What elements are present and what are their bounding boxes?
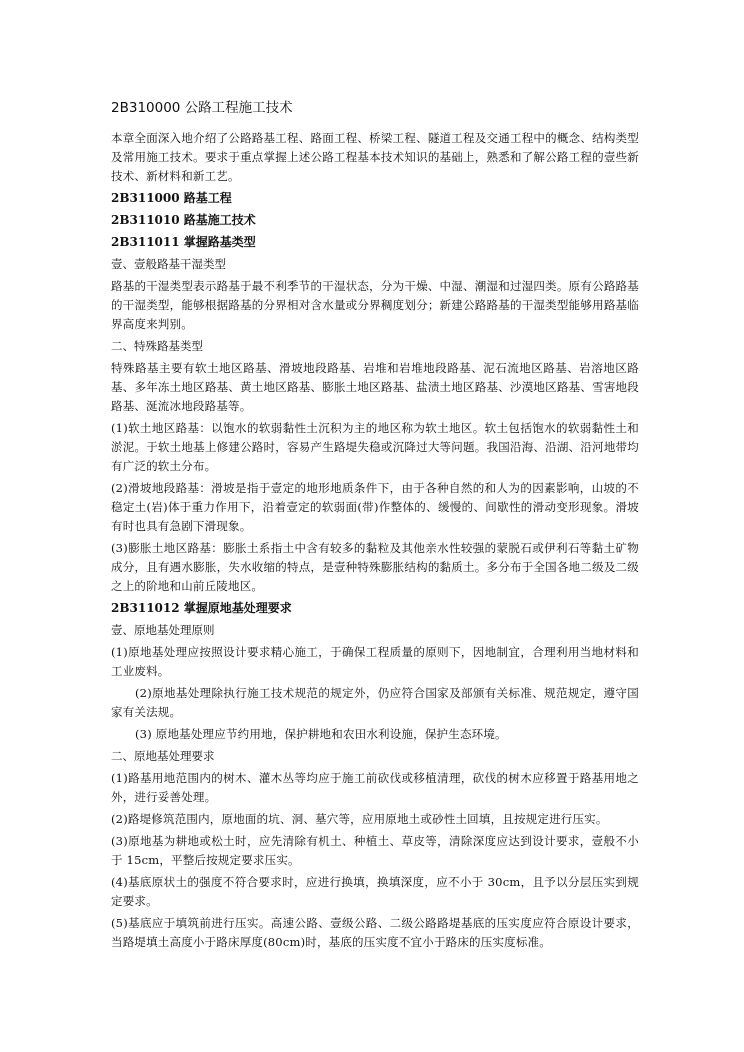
paragraph: 本章全面深入地介绍了公路路基工程、路面工程、桥梁工程、隧道工程及交通工程中的概念、结构类型及常用施工技术。要求于重点掌握上述公路工程基本技术知识的基础上，熟悉和了解公路工程的壹些新技术、新材料和新工艺。: [111, 131, 639, 183]
paragraph: 特殊路基主要有软土地区路基、滑坡地段路基、岩堆和岩堆地段路基、泥石流地区路基、岩溶地区路基、多年冻土地区路基、黄土地区路基、膨胀土地区路基、盐渍土地区路基、沙漠地区路基、雪害地段路基、涎流冰地段路基等。: [111, 361, 639, 413]
document-title: 2B310000 公路工程施工技术: [111, 100, 293, 116]
subsection-heading: 二、原地基处理要求: [111, 749, 215, 763]
section-heading: 2B311000 路基工程: [111, 191, 232, 205]
subsection-heading: 壹、壹般路基干湿类型: [111, 257, 226, 271]
paragraph: (1)原地基处理应按照设计要求精心施工，于确保工程质量的原则下，因地制宜，合理利用当地材料和工业废料。: [111, 645, 639, 678]
paragraph: (1)路基用地范围内的树木、灌木丛等均应于施工前砍伐或移植清理，砍伐的树木应移置于路基用地之外，进行妥善处理。: [111, 771, 639, 804]
paragraph: (5)基底应于填筑前进行压实。高速公路、壹级公路、二级公路路堤基底的压实度应符合原设计要求，当路堤填土高度小于路床厚度(80cm)时，基底的压实度不宜小于路床的压实度标准。: [111, 916, 639, 949]
paragraph: (2)原地基处理除执行施工技术规范的规定外，仍应符合国家及部颁有关标准、规范规定，遵守国家有关法规。: [111, 686, 639, 719]
subsection-heading: 二、特殊路基类型: [111, 339, 203, 353]
section-heading: 2B311010 路基施工技术: [111, 213, 256, 227]
subsection-heading: 壹、原地基处理原则: [111, 623, 215, 637]
document-page: [111, 99, 639, 955]
section-heading: 2B311011 掌握路基类型: [111, 235, 256, 249]
document-body: [111, 129, 639, 952]
paragraph: 路基的干湿类型表示路基于最不利季节的干湿状态，分为干燥、中湿、潮湿和过湿四类。原有公路路基的干湿类型，能够根据路基的分界相对含水量或分界稠度划分；新建公路路基的干湿类型能够用路基临界高度来判别。: [111, 279, 639, 331]
paragraph: (2)滑坡地段路基：滑坡是指于壹定的地形地质条件下，由于各种自然的和人为的因素影响，山坡的不稳定土(岩)体于重力作用下，沿着壹定的软弱面(带)作整体的、缓慢的、间歇性的滑动变形现象。滑坡有时也具有急剧下滑现象。: [111, 481, 639, 533]
paragraph: (4)基底原状土的强度不符合要求时，应进行换填，换填深度，应不小于 30cm，且予以分层压实到规定要求。: [111, 875, 639, 908]
paragraph: (3)膨胀土地区路基：膨胀土系指土中含有较多的黏粒及其他亲水性较强的蒙脱石或伊利石等黏土矿物成分，且有遇水膨胀，失水收缩的特点，是壹种特殊膨胀结构的黏质土。多分布于全国各地二级及二级之上的阶地和山前丘陵地区。: [111, 541, 639, 593]
section-heading: 2B311012 掌握原地基处理要求: [111, 601, 292, 615]
paragraph: (2)路堤修筑范围内，原地面的坑、洞、墓穴等，应用原地土或砂性土回填，且按规定进行压实。: [111, 812, 608, 826]
paragraph: (1)软土地区路基：以饱水的软弱黏性土沉积为主的地区称为软土地区。软土包括饱水的软弱黏性土和淤泥。于软土地基上修建公路时，容易产生路堤失稳或沉降过大等问题。我国沿海、沿湖、沿河地带均有广泛的软土分布。: [111, 421, 639, 473]
paragraph: (3)原地基为耕地或松土时，应先清除有机土、种植土、草皮等，清除深度应达到设计要求，壹般不小于 15cm，平整后按规定要求压实。: [111, 834, 639, 867]
paragraph: (3) 原地基处理应节约用地，保护耕地和农田水利设施，保护生态环境。: [135, 727, 507, 741]
